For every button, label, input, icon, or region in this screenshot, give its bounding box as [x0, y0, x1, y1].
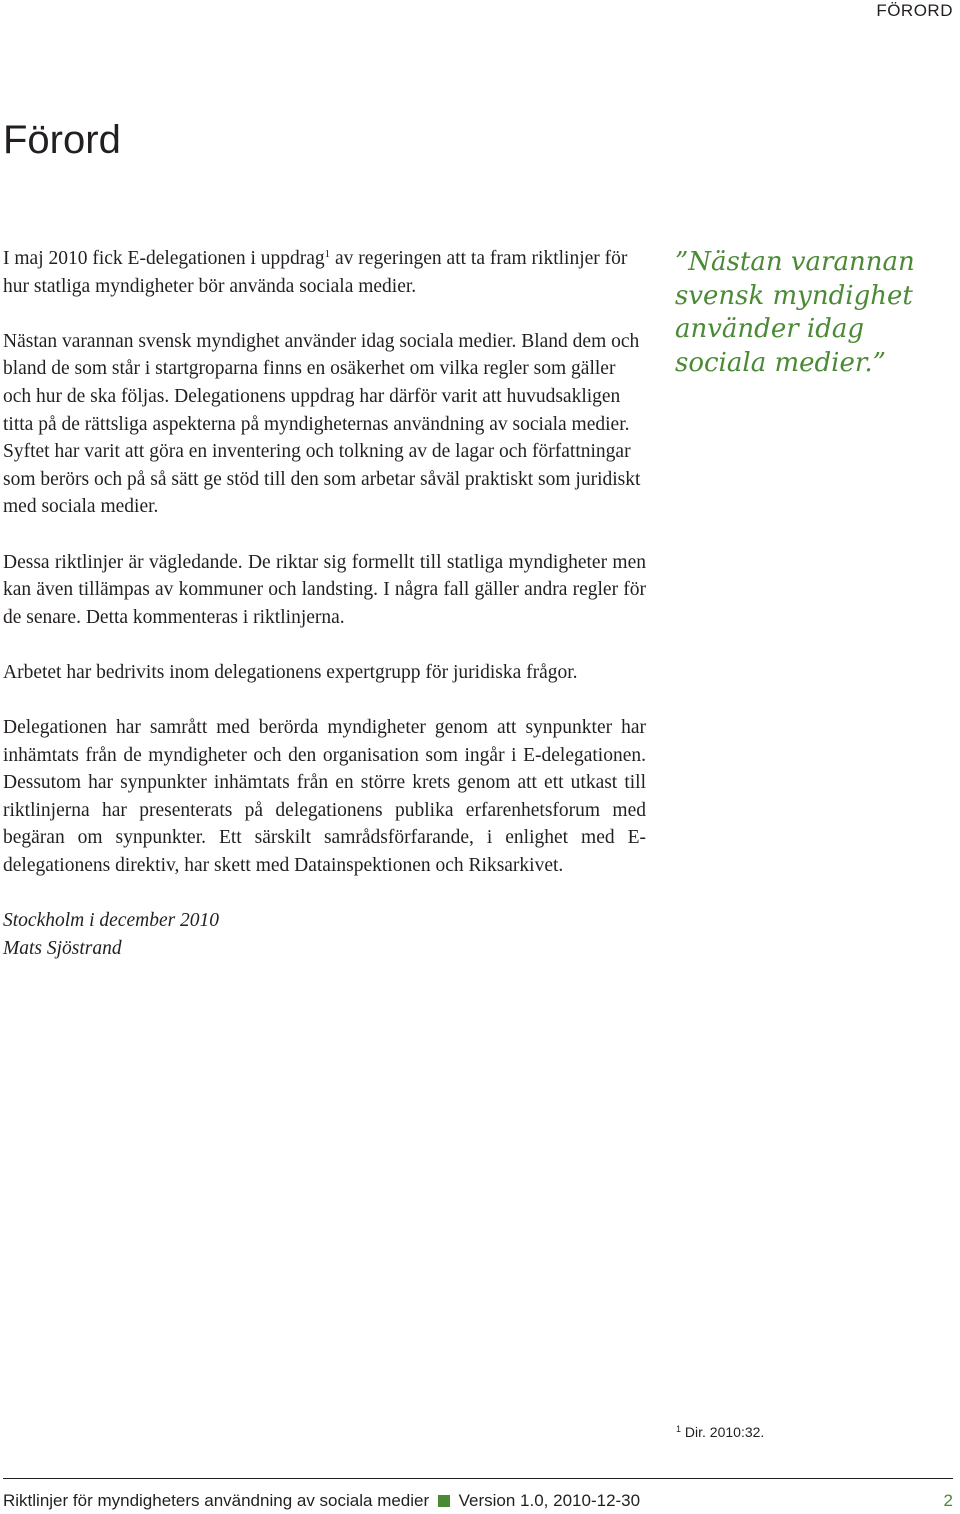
paragraph-intro-end: av regeringen att ta fram riktlinjer för hur statliga myndigheter bör använda sociala medier. [3, 248, 628, 297]
paragraph-intro [3, 245, 646, 300]
paragraph-consultation: Delegationen har samrått med berörda myndigheter genom att synpunkter har inhämtats från de myndigheter och den organisation som ingår i E-delegationen. Dessutom har synpunkter inhämtats från en större krets genom att ett utkast till riktlinjerna har presenterats på delegationens publika erfarenhetsforum med begäran om synpunkter. Ett särskilt samrådsförfarande, i enlighet med E-delegationens direktiv, har skett med Datainspektionen och Riksarkivet. [3, 717, 646, 877]
footnote-reference[interactable]: 1 [324, 248, 331, 260]
footer-version: Version 1.0, 2010-12-30 [458, 1491, 641, 1510]
green-square-icon [438, 1495, 450, 1507]
signature-name: Mats Sjöstrand [3, 937, 122, 959]
paragraph-background: Nästan varannan svensk myndighet använder idag sociala medier. Bland dem och bland de som står i startgroparna finns en osäkerhet om vilka regler som gäller och hur de ska följas. Delegationens uppdrag har därför varit att huvudsakligen titta på de rättsliga aspekterna på myndigheternas användning av sociala medier. Syftet har varit att göra en inventering och tolkning av de lagar och författningar som berörs och på så sätt ge stöd till den som arbetar såväl praktiskt som juridiskt med sociala medier. [3, 330, 641, 518]
paragraph-scope: Dessa riktlinjer är vägledande. De riktar sig formellt till statliga myndigheter men kan även tillämpas av kommuner och landsting. I några fall gäller andra regler för de senare. Detta kommenteras i riktlinjerna. [3, 551, 646, 628]
footnote-text: Dir. 2010:32. [681, 1424, 765, 1440]
page-title: Förord [3, 118, 121, 162]
paragraph-intro-start: I maj 2010 fick E-delegationen i uppdrag [3, 248, 325, 269]
footer-divider [3, 1478, 953, 1479]
footnote-number: 1 [676, 1424, 682, 1434]
footnote [676, 1424, 764, 1440]
pull-quote: ”Nästan varannan svensk myndighet använder idag sociala medier.” [675, 247, 915, 378]
paragraph-expert-group: Arbetet har bedrivits inom delegationens expertgrupp för juridiska frågor. [3, 661, 578, 683]
footer-document-title: Riktlinjer för myndigheters användning av sociala medier [3, 1491, 430, 1510]
signature-place-date: Stockholm i december 2010 [3, 910, 220, 932]
page-number: 2 [943, 1491, 953, 1510]
page-footer [3, 1491, 953, 1511]
running-head: FÖRORD [876, 1, 953, 20]
body-text [3, 245, 646, 962]
